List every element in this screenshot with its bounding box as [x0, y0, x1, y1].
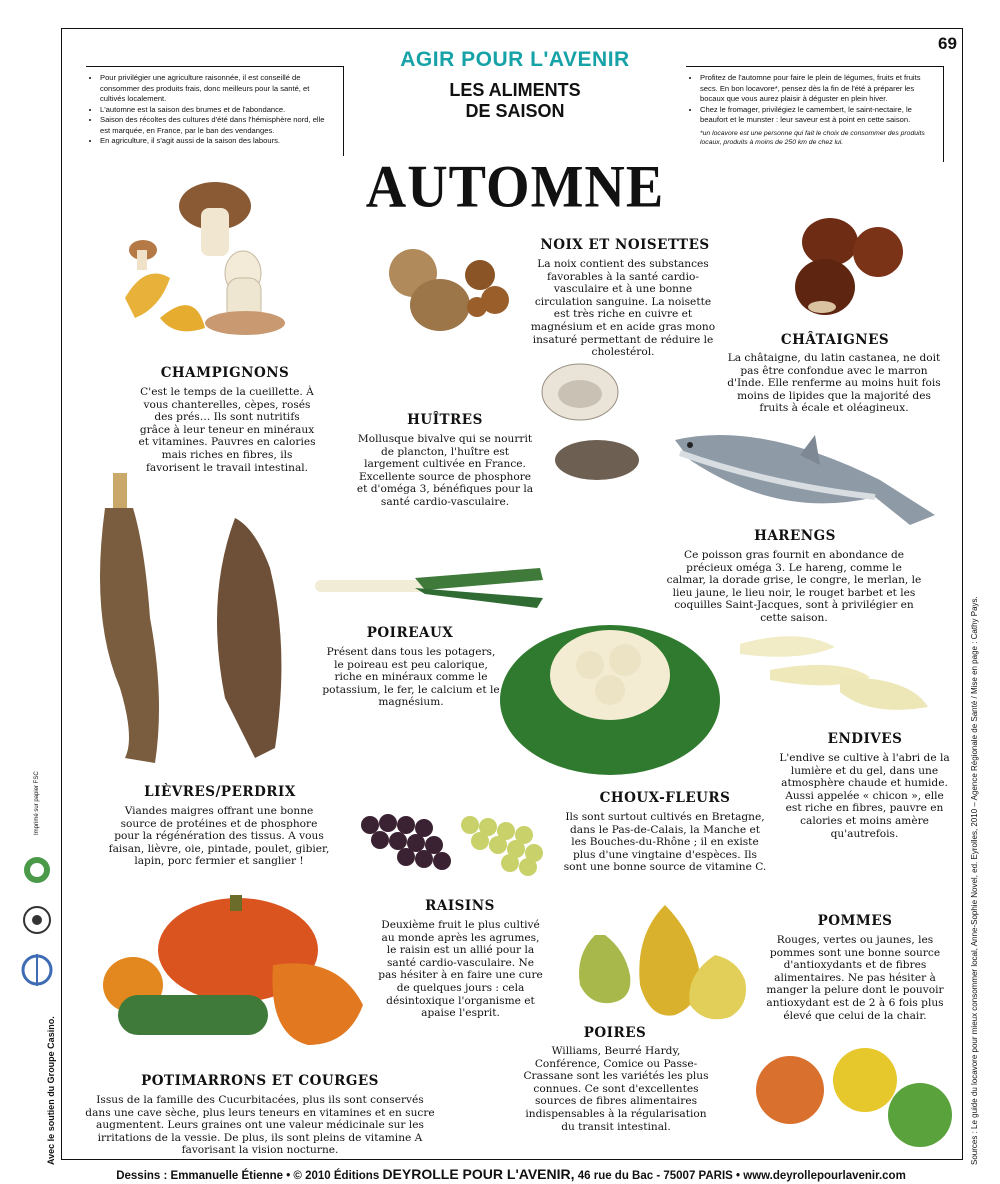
- herring-illustration: [670, 425, 940, 530]
- potimarrons-text: Issus de la famille des Cucurbitacées, plus ils sont conservés dans une cave sèche, plus leurs teneurs en vitamines et en sucre augmentent. Leurs graines ont une valeur médicinale sur les irritations de la vessie. De plus, ils sont pleins de vitamine A favorisant la vision nocturne.: [85, 1094, 435, 1157]
- footer: [62, 1166, 960, 1182]
- walnuts-illustration: [385, 245, 520, 335]
- info-box-left: [86, 66, 344, 156]
- info-left-item: • Pour privilégier une agriculture raisonnée, il est conseillé de consommer des produits frais, donc meilleurs pour la santé, et cultivés localement.: [100, 73, 335, 105]
- endives-illustration: [740, 632, 930, 722]
- poireaux-text: Présent dans tous les potagers, le poireau est peu calorique, riche en minéraux comme le potassium, le fer, le calcium et le magnésium.: [322, 646, 500, 709]
- sources-note: Sources : Le guide du locavore pour mieux consommer local, Anne-Sophie Novel, ed. Eyrolles, 2010 – Agence Régionale de Santé / Mise en page : Cathy Pays.: [970, 596, 979, 1165]
- potimarrons-title: POTIMARRONS ET COURGES: [141, 1073, 379, 1089]
- partner-logo-2: [22, 905, 52, 935]
- subtitle-line-1: LES ALIMENTS: [449, 80, 581, 100]
- fsc-note: Imprimé sur papier FSC: [34, 771, 40, 835]
- partner-logo-1: [22, 855, 52, 885]
- noix-title: NOIX ET NOISETTES: [540, 237, 710, 253]
- footer-credits: Dessins : Emmanuelle Étienne • © 2010 Éditions: [116, 1170, 380, 1182]
- info-left-item: • Saison des récoltes des cultures d'été dans l'hémisphère nord, elle est marquée, en France, par le ban des vendanges.: [100, 115, 335, 136]
- hare-partridge-illustration: [85, 468, 300, 768]
- chataignes-title: CHÂTAIGNES: [780, 332, 890, 348]
- poireaux-title: POIREAUX: [366, 625, 454, 641]
- lievres-text: Viandes maigres offrant une bonne source de protéines et de phosphore pour la régénération des tissus. A vous faisan, lièvre, oie, pintade, poulet, gibier, lapin, porc fermier et sanglier !: [108, 805, 330, 868]
- mushrooms-illustration: [115, 178, 290, 343]
- main-title: AUTOMNE: [365, 153, 665, 221]
- locavore-footnote: *un locavore est une personne qui fait le choix de consommer des produits locaux, produits à moins de 250 km de chez lui.: [700, 129, 925, 146]
- champignons-title: CHAMPIGNONS: [160, 365, 290, 381]
- endives-title: ENDIVES: [827, 731, 903, 747]
- info-left-item: • En agriculture, il s'agit aussi de la saison des labours.: [100, 136, 335, 147]
- oysters-illustration: [535, 360, 645, 485]
- kicker-title: AGIR POUR L'AVENIR: [400, 48, 630, 71]
- page-number: 69: [938, 34, 957, 53]
- champignons-text: C'est le temps de la cueillette. À vous chanterelles, cèpes, rosés des prés… Ils sont nutritifs grâce à leur teneur en minéraux et vitamines. Pauvres en calories mais riches en fibres, ils favorisent le travail intestinal.: [138, 386, 316, 474]
- info-right-item: • Chez le fromager, privilégiez le camembert, le saint-nectaire, le beaufort et le munster : leur saveur est à point en cette saison.: [700, 105, 935, 126]
- chataignes-text: La châtaigne, du latin castanea, ne doit pas être confondue avec le marron d'Inde. Elle renferme au moins huit fois moins de lipides que la majorité des fruits à écale et oléagineux.: [727, 352, 941, 415]
- pumpkins-illustration: [98, 895, 378, 1055]
- harengs-text: Ce poisson gras fournit en abondance de précieux oméga 3. Le hareng, comme le calmar, la dorade grise, le congre, le merlan, le lieu jaune, le lieu noir, le rouget barbet et les coquilles Saint-Jacques, sont à privilégier en cette saison.: [666, 549, 922, 624]
- subtitle: [400, 80, 630, 122]
- choux-title: CHOUX-FLEURS: [599, 790, 731, 806]
- apples-illustration: [750, 1045, 960, 1150]
- pommes-text: Rouges, vertes ou jaunes, les pommes sont une bonne source d'antioxydants et de fibres alimentaires. Ne pas hésiter à manger la pelure dont le pouvoir antioxydant est de 2 à 6 fois plus élevé que celui de la chair.: [766, 934, 944, 1022]
- raisins-title: RAISINS: [425, 898, 495, 914]
- huitres-title: HUÎTRES: [407, 412, 483, 428]
- lievres-title: LIÈVRES/PERDRIX: [144, 784, 296, 800]
- endives-text: L'endive se cultive à l'abri de la lumière et du gel, dans une atmosphère chaude et humide. Aussi appelée « chicon », elle est riche en fibres, pauvre en calories et moins amère qu'autrefois.: [779, 752, 950, 840]
- subtitle-line-2: DE SAISON: [465, 101, 565, 121]
- grapes-illustration: [350, 795, 565, 880]
- info-left-item: • L'automne est la saison des brumes et de l'abondance.: [100, 105, 335, 116]
- sponsor-note: Avec le soutien du Groupe Casino.: [46, 1016, 56, 1165]
- footer-address: 46 rue du Bac - 75007 PARIS • www.deyrollepourlavenir.com: [577, 1170, 906, 1182]
- cauliflower-illustration: [495, 605, 725, 780]
- partner-logo-3: [20, 950, 54, 990]
- harengs-title: HARENGS: [754, 528, 836, 544]
- footer-publisher: DEYROLLE POUR L'AVENIR,: [382, 1166, 575, 1182]
- poires-title: POIRES: [583, 1025, 647, 1041]
- pommes-title: POMMES: [817, 913, 893, 929]
- choux-text: Ils sont surtout cultivés en Bretagne, dans le Pas-de-Calais, la Manche et les Bouches-du-Rhône ; il en existe plus d'une vingtaine d'espèces. Ils sont une bonne source de vitamine C.: [563, 811, 767, 874]
- raisins-text: Deuxième fruit le plus cultivé au monde après les agrumes, le raisin est un allié pour la santé cardio-vasculaire. Ne pas hésiter à en faire une cure de quelques jours : cela désintoxique l'organisme et apaise l'esprit.: [378, 919, 543, 1020]
- poires-text: Williams, Beurré Hardy, Conférence, Comice ou Passe-Crassane sont les variétés les plus connues. Ce sont d'excellentes sources de fibres alimentaires indispensables à la régularisation du transit intestinal.: [523, 1045, 709, 1133]
- pears-illustration: [565, 895, 755, 1030]
- chestnuts-illustration: [780, 212, 910, 322]
- noix-text: La noix contient des substances favorables à la santé cardio-vasculaire et à une bonne circulation sanguine. La noisette est très riche en cuivre et magnésium et en acide gras mono insaturé permettant de réduire le cholestérol.: [530, 258, 716, 359]
- huitres-text: Mollusque bivalve qui se nourrit de plancton, l'huître est largement cultivée en France. Excellente source de phosphore et d'oméga 3, bénéfiques pour la santé cardio-vasculaire.: [356, 433, 534, 508]
- info-box-right: [686, 66, 944, 162]
- info-right-item: • Profitez de l'automne pour faire le plein de légumes, fruits et fruits secs. En bon locavore*, pensez dès la fin de l'été à préparer les bocaux que vous aurez plaisir à déguster en plein hiver.: [700, 73, 935, 105]
